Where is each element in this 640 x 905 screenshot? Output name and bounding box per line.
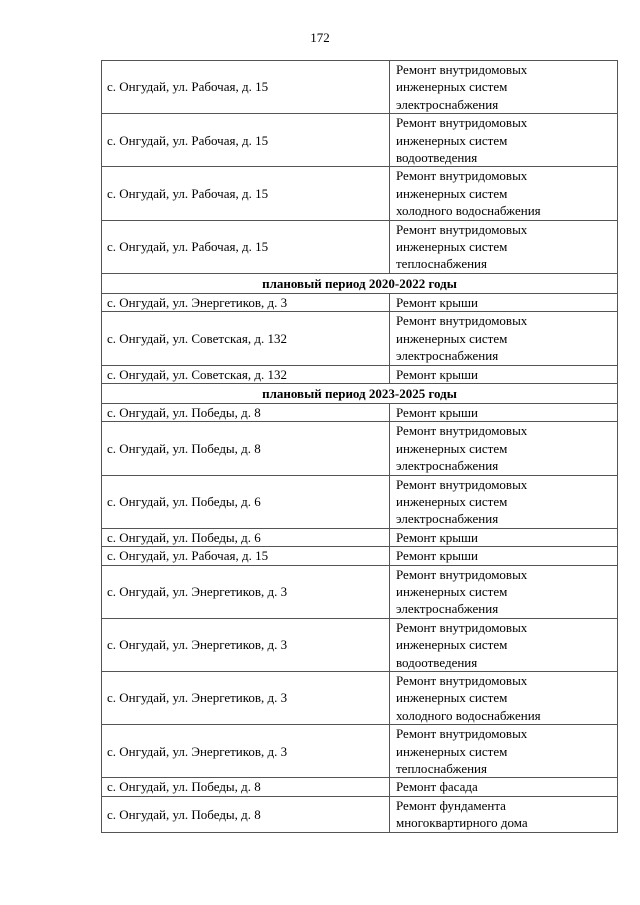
work-type-line: холодного водоснабжения [396, 203, 541, 219]
table-row [102, 796, 618, 832]
work-type-line: электроснабжения [396, 511, 499, 527]
address-cell: с. Онгудай, ул. Победы, д. 6 [102, 528, 390, 546]
work-type-cell [390, 618, 618, 671]
work-type-cell [390, 422, 618, 475]
section-header-row [102, 383, 618, 403]
table-row [102, 547, 618, 565]
repair-schedule-table [101, 60, 618, 833]
work-type-line: инженерных систем [396, 239, 508, 255]
work-type-line: Ремонт внутридомовых [396, 115, 528, 131]
address-cell: с. Онгудай, ул. Победы, д. 8 [102, 796, 390, 832]
table-row [102, 672, 618, 725]
work-type-line: Ремонт крыши [396, 294, 478, 310]
work-type-line: электроснабжения [396, 458, 499, 474]
work-type-line: теплоснабжения [396, 256, 487, 272]
address-cell: с. Онгудай, ул. Энергетиков, д. 3 [102, 565, 390, 618]
work-type-line: электроснабжения [396, 601, 499, 617]
work-type-line: инженерных систем [396, 185, 508, 201]
work-type-line: электроснабжения [396, 348, 499, 364]
section-title: плановый период 2023-2025 годы [102, 383, 618, 403]
work-type-line: инженерных систем [396, 132, 508, 148]
work-type-line: многоквартирного дома [396, 815, 528, 831]
work-type-line: Ремонт внутридомовых [396, 619, 528, 635]
work-type-cell [390, 672, 618, 725]
address-cell: с. Онгудай, ул. Победы, д. 6 [102, 475, 390, 528]
work-type-line: водоотведения [396, 150, 478, 166]
work-type-cell [390, 547, 618, 565]
work-type-line: Ремонт внутридомовых [396, 476, 528, 492]
address-cell: с. Онгудай, ул. Победы, д. 8 [102, 422, 390, 475]
work-type-cell [390, 725, 618, 778]
work-type-line: Ремонт фундамента [396, 797, 506, 813]
work-type-line: Ремонт внутридомовых [396, 566, 528, 582]
work-type-line: инженерных систем [396, 440, 508, 456]
address-cell: с. Онгудай, ул. Рабочая, д. 15 [102, 61, 390, 114]
table-row [102, 475, 618, 528]
table-body [102, 61, 618, 833]
work-type-cell [390, 61, 618, 114]
work-type-line: холодного водоснабжения [396, 707, 541, 723]
work-type-line: Ремонт внутридомовых [396, 423, 528, 439]
work-type-line: инженерных систем [396, 330, 508, 346]
work-type-cell [390, 528, 618, 546]
work-type-cell [390, 778, 618, 796]
work-type-line: Ремонт внутридомовых [396, 221, 528, 237]
work-type-line: Ремонт внутридомовых [396, 313, 528, 329]
work-type-line: Ремонт внутридомовых [396, 62, 528, 77]
section-title: плановый период 2020-2022 годы [102, 273, 618, 293]
work-type-cell [390, 114, 618, 167]
table-row [102, 167, 618, 220]
address-cell: с. Онгудай, ул. Рабочая, д. 15 [102, 220, 390, 273]
work-type-line: Ремонт внутридомовых [396, 168, 528, 184]
table-row [102, 565, 618, 618]
address-cell: с. Онгудай, ул. Победы, д. 8 [102, 778, 390, 796]
work-type-line: Ремонт фасада [396, 779, 478, 795]
table-row [102, 312, 618, 365]
table-row [102, 365, 618, 383]
table-row [102, 618, 618, 671]
address-cell: с. Онгудай, ул. Победы, д. 8 [102, 403, 390, 421]
work-type-line: Ремонт крыши [396, 548, 478, 564]
work-type-line: Ремонт внутридомовых [396, 673, 528, 688]
work-type-cell [390, 565, 618, 618]
work-type-cell [390, 796, 618, 832]
table-row [102, 422, 618, 475]
work-type-line: теплоснабжения [396, 761, 487, 777]
table-row [102, 293, 618, 311]
address-cell: с. Онгудай, ул. Советская, д. 132 [102, 312, 390, 365]
work-type-line: Ремонт крыши [396, 366, 478, 382]
work-type-line: инженерных систем [396, 583, 508, 599]
address-cell: с. Онгудай, ул. Рабочая, д. 15 [102, 167, 390, 220]
table-row [102, 220, 618, 273]
work-type-line: инженерных систем [396, 743, 508, 759]
work-type-cell [390, 293, 618, 311]
work-type-line: инженерных систем [396, 637, 508, 653]
work-type-cell [390, 220, 618, 273]
table-row [102, 61, 618, 114]
section-header-row [102, 273, 618, 293]
work-type-cell [390, 475, 618, 528]
work-type-line: инженерных систем [396, 493, 508, 509]
work-type-cell [390, 167, 618, 220]
address-cell: с. Онгудай, ул. Энергетиков, д. 3 [102, 725, 390, 778]
address-cell: с. Онгудай, ул. Рабочая, д. 15 [102, 114, 390, 167]
table-row [102, 114, 618, 167]
address-cell: с. Онгудай, ул. Энергетиков, д. 3 [102, 672, 390, 725]
address-cell: с. Онгудай, ул. Советская, д. 132 [102, 365, 390, 383]
address-cell: с. Онгудай, ул. Энергетиков, д. 3 [102, 618, 390, 671]
work-type-line: электроснабжения [396, 96, 499, 112]
address-cell: с. Онгудай, ул. Энергетиков, д. 3 [102, 293, 390, 311]
table-row [102, 528, 618, 546]
page-number: 172 [310, 30, 330, 45]
work-type-cell [390, 403, 618, 421]
table-row [102, 725, 618, 778]
address-cell: с. Онгудай, ул. Рабочая, д. 15 [102, 547, 390, 565]
work-type-line: водоотведения [396, 654, 478, 670]
work-type-line: Ремонт крыши [396, 404, 478, 420]
table-row [102, 403, 618, 421]
work-type-line: Ремонт внутридомовых [396, 726, 528, 742]
table-row [102, 778, 618, 796]
work-type-line: инженерных систем [396, 690, 508, 706]
work-type-line: инженерных систем [396, 79, 508, 95]
work-type-line: Ремонт крыши [396, 529, 478, 545]
work-type-cell [390, 365, 618, 383]
work-type-cell [390, 312, 618, 365]
